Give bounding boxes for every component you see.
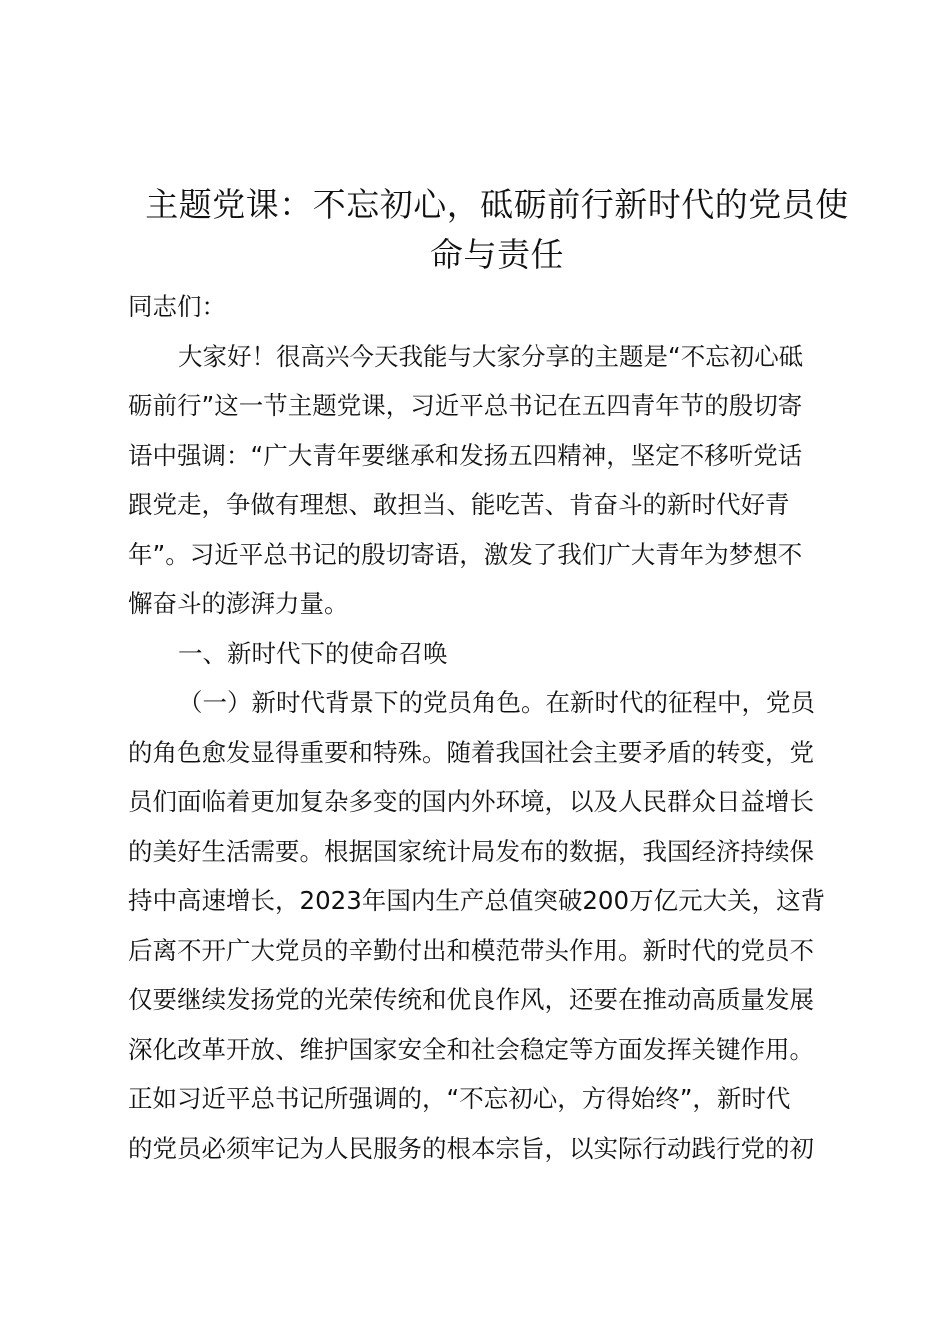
section-heading: 一、新时代下的使命召唤 (178, 638, 448, 668)
paragraph-line: 年”。习近平总书记的殷切寄语，激发了我们广大青年为梦想不 (128, 539, 803, 569)
title-line: 命与责任 (430, 235, 564, 274)
paragraph-line: 懈奋斗的澎湃力量。 (128, 589, 349, 618)
paragraph-line: 大家好！很高兴今天我能与大家分享的主题是“不忘初心砥 (178, 341, 804, 371)
paragraph-line: 的美好生活需要。根据国家统计局发布的数据，我国经济持续保 (128, 836, 814, 866)
paragraph-line: 后离不开广大党员的辛勤付出和模范带头作用。新时代的党员不 (128, 935, 814, 965)
document-body (128, 282, 858, 1173)
paragraph-line: 持中高速增长，2023年国内生产总值突破200万亿元大关，这背 (128, 886, 826, 915)
document-title (118, 180, 876, 280)
paragraph-line: 深化改革开放、维护国家安全和社会稳定等方面发挥关键作用。 (128, 1034, 814, 1064)
paragraph-line: 语中强调：“广大青年要继承和发扬五四精神，坚定不移听党话 (128, 440, 803, 470)
title-line: 主题党课：不忘初心，砥砺前行新时代的党员使 (145, 185, 849, 224)
paragraph-line: 的党员必须牢记为人民服务的根本宗旨，以实际行动践行党的初 (128, 1133, 814, 1163)
paragraph-line: 员们面临着更加复杂多变的国内外环境，以及人民群众日益增长 (128, 787, 814, 816)
paragraph-line: （一）新时代背景下的党员角色。在新时代的征程中，党员 (178, 688, 815, 717)
paragraph-line: 砺前行”这一节主题党课，习近平总书记在五四青年节的殷切寄 (128, 391, 803, 420)
paragraph-line: 的角色愈发显得重要和特殊。随着我国社会主要矛盾的转变，党 (128, 737, 814, 767)
salutation: 同志们： (128, 292, 226, 321)
paragraph-line: 正如习近平总书记所强调的，“不忘初心，方得始终”，新时代 (128, 1084, 791, 1113)
paragraph-line: 跟党走，争做有理想、敢担当、能吃苦、肯奋斗的新时代好青 (128, 490, 790, 519)
paragraph-line: 仅要继续发扬党的光荣传统和优良作风，还要在推动高质量发展 (128, 985, 814, 1014)
